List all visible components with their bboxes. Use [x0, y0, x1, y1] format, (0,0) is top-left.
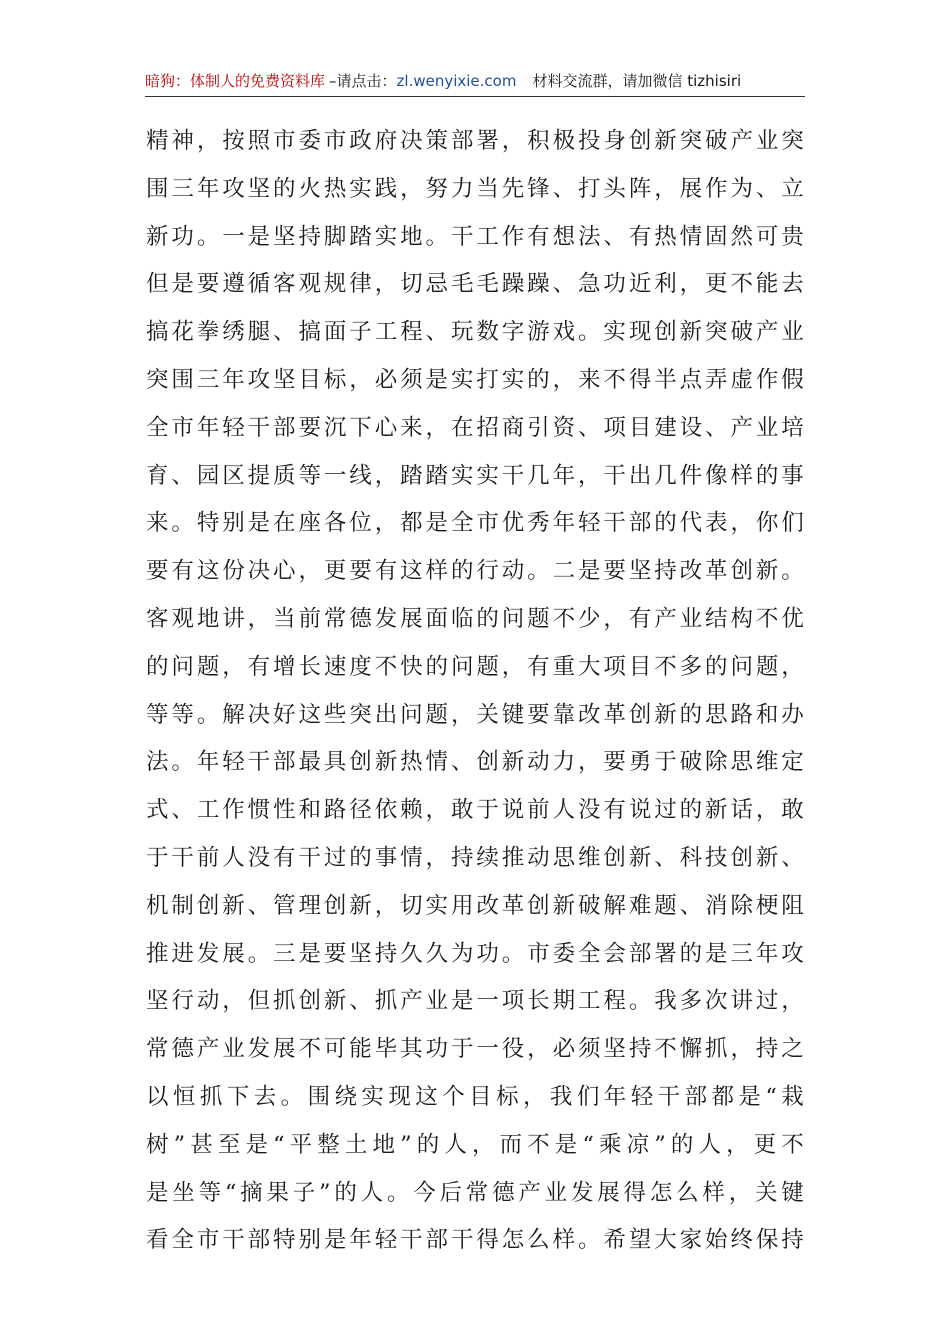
- document-body: [146, 118, 806, 1265]
- body-line: 于干前人没有干过的事情，持续推动思维创新、科技创新、: [146, 844, 806, 871]
- body-line: 精神，按照市委市政府决策部署，积极投身创新突破产业突: [146, 128, 806, 154]
- body-line: 全市年轻干部要沉下心来，在招商引资、项目建设、产业培: [146, 414, 806, 441]
- body-line: 推进发展。三是要坚持久久为功。市委全会部署的是三年攻: [146, 940, 806, 967]
- header-wechat-note: 材料交流群，请加微信 tizhisiri: [532, 72, 742, 90]
- body-line: 法。年轻干部最具创新热情、创新动力，要勇于破除思维定: [146, 749, 806, 776]
- body-line: 常德产业发展不可能毕其功于一役，必须坚持不懈抓，持之: [146, 1036, 806, 1063]
- body-line: 搞花拳绣腿、搞面子工程、玩数字游戏。实现创新突破产业: [146, 319, 806, 346]
- body-line: 等等。解决好这些突出问题，关键要靠改革创新的思路和办: [146, 701, 806, 728]
- body-line: 要有这份决心，更要有这样的行动。二是要坚持改革创新。: [146, 558, 806, 585]
- header-url-link[interactable]: zl.wenyixie.com: [396, 72, 517, 90]
- body-line: 育、园区提质等一线，踏踏实实干几年，干出几件像样的事: [146, 462, 806, 489]
- header-brand: 暗狗：体制人的免费资料库: [145, 72, 326, 90]
- body-line: 式、工作惯性和路径依赖，敢于说前人没有说过的新话，敢: [146, 797, 806, 824]
- body-line: 机制创新、管理创新，切实用改革创新破解难题、消除梗阻: [146, 892, 806, 919]
- body-line: 是坐等“摘果子”的人。今后常德产业发展得怎么样，关键: [146, 1179, 806, 1206]
- body-line: 来。特别是在座各位，都是全市优秀年轻干部的代表，你们: [146, 510, 806, 537]
- page-header: [145, 66, 805, 97]
- body-line: 客观地讲，当前常德发展面临的问题不少，有产业结构不优: [146, 605, 806, 632]
- body-line: 的问题，有增长速度不快的问题，有重大项目不多的问题，: [146, 653, 806, 680]
- body-line: 看全市干部特别是年轻干部干得怎么样。希望大家始终保持: [146, 1227, 806, 1254]
- body-line: 围三年攻坚的火热实践，努力当先锋、打头阵，展作为、立: [146, 175, 806, 202]
- header-prompt: –请点击：: [329, 72, 397, 90]
- body-line: 突围三年攻坚目标，必须是实打实的，来不得半点弄虚作假: [146, 366, 806, 393]
- body-line: 新功。一是坚持脚踏实地。干工作有想法、有热情固然可贵: [146, 223, 806, 250]
- body-line: 以恒抓下去。围绕实现这个目标，我们年轻干部都是“栽: [146, 1083, 806, 1110]
- body-line: 坚行动，但抓创新、抓产业是一项长期工程。我多次讲过，: [146, 988, 806, 1015]
- body-line: 树”甚至是“平整土地”的人，而不是“乘凉”的人，更不: [146, 1131, 806, 1158]
- body-line: 但是要遵循客观规律，切忌毛毛躁躁、急功近利，更不能去: [146, 271, 806, 298]
